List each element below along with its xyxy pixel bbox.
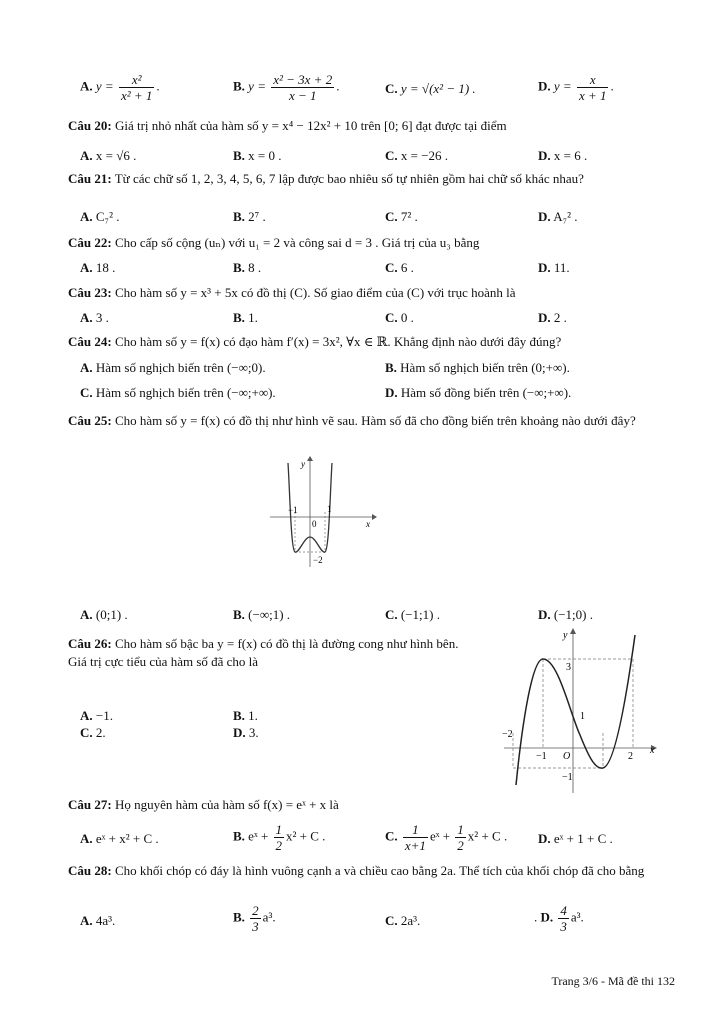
q22-option-b: B. 8 . [233,260,262,275]
q27-option-c: C. $\frac{1}{x+1}$ eˣ + $\frac{1}{2}$ x² + C . [385,822,508,853]
q24-option-c: C. Hàm số nghịch biến trên (−∞;+∞). [80,385,276,400]
q26-tick-3: 3 [566,662,571,673]
q27-option-b: B. eˣ + $\frac{1}{2}$ x² + C . [233,822,326,853]
q21-option-a: A. C₇² . [80,209,120,224]
q21-option-d: D. A₇² . [538,209,578,224]
q25-tick-1: 1 [327,504,332,514]
q21-option-b: B. 2⁷ . [233,209,266,224]
q26-tick-x-minus1: −1 [536,751,547,762]
q20-option-a: A. x = √6 . [80,148,137,163]
page-footer: Trang 3/6 - Mã đề thi 132 [551,974,675,988]
q20-option-c: C. x = −26 . [385,148,449,163]
question-24: Câu 24: Cho hàm số y = f(x) có đạo hàm f′(x) = 3x², ∀x ∈ ℝ. Khẳng định nào dưới đây đúng? [68,334,562,349]
q25-label-x: x [366,519,370,529]
q25-label-origin: 0 [312,519,317,529]
q25-option-a: A. (0;1) . [80,607,128,622]
q21-option-c: C. 7² . [385,209,418,224]
q22-option-a: A. 18 . [80,260,116,275]
q25-tick-minus2: −2 [313,555,323,565]
question-28: Câu 28: Cho khối chóp có đáy là hình vuông cạnh a và chiều cao bằng 2a. Thể tích của khối chóp đã cho bằng [68,863,645,878]
q26-option-a: A. −1. [80,708,113,723]
q25-y-arrow [307,456,313,461]
q26-option-c: C. 2. [80,725,106,740]
q23-option-d: D. 2 . [538,310,567,325]
question-21: Câu 21: Từ các chữ số 1, 2, 3, 4, 5, 6, 7 lập được bao nhiêu số tự nhiên gồm hai chữ số khác nhau? [68,171,584,186]
q19-option-c: C. y = √(x² − 1) . [385,81,476,96]
q28-option-c: C. 2a³. [385,913,421,928]
q22-option-d: D. 11. [538,260,570,275]
q24-option-a: A. Hàm số nghịch biến trên (−∞;0). [80,360,266,375]
q25-option-c: C. (−1;1) . [385,607,440,622]
question-22: Câu 22: Cho cấp số cộng (uₙ) với u₁ = 2 và công sai d = 3 . Giá trị của u₃ bằng [68,235,480,250]
q25-x-arrow [372,514,377,520]
q19-option-d: D. y = $\frac{x}{x + 1}$ . [538,72,614,103]
q19-option-a: A. y = $\frac{\text{x²}}{\text{x² + 1}}$ . [80,72,160,103]
q28-option-b: B. $\frac{2}{3}$ a³. [233,903,276,934]
q26-label-origin: O [563,751,571,762]
q26-option-d: D. 3. [233,725,259,740]
q26-y-arrow [570,628,576,634]
q19-option-b: B. y = $\frac{\text{x² − 3x + 2}}{x - 1}$ . [233,72,340,103]
q26-tick-1: 1 [580,711,585,722]
q23-option-b: B. 1. [233,310,258,325]
q20-option-d: D. x = 6 . [538,148,588,163]
q27-option-a: A. eˣ + x² + C . [80,831,159,846]
question-27: Câu 27: Họ nguyên hàm của hàm số f(x) = eˣ + x là [68,797,339,812]
question-25: Câu 25: Cho hàm số y = f(x) có đồ thị như hình vẽ sau. Hàm số đã cho đồng biến trên khoảng nào dưới đây? [68,413,636,428]
q26-option-b: B. 1. [233,708,258,723]
q24-option-d: D. Hàm số đồng biến trên (−∞;+∞). [385,385,572,400]
q26-label-x: x [650,745,655,756]
q26-tick-y-minus1: −1 [562,772,573,783]
q24-option-b: B. Hàm số nghịch biến trên (0;+∞). [385,360,570,375]
question-26: Câu 26: Cho hàm số bậc ba y = f(x) có đồ thị là đường cong như hình bên. [68,636,459,651]
q23-option-a: A. 3 . [80,310,109,325]
q25-label-y: y [301,459,305,469]
q25-option-b: B. (−∞;1) . [233,607,291,622]
q28-option-d: . D. $\frac{4}{3}$ a³. [534,903,584,934]
q26-tick-2: 2 [628,751,633,762]
q25-graph [268,455,378,570]
q26-label-y: y [563,630,568,641]
q28-option-a: A. 4a³. [80,913,116,928]
question-20: Câu 20: Giá trị nhỏ nhất của hàm số y = x⁴ − 12x² + 10 trên [0; 6] đạt được tại điểm [68,118,507,133]
q23-option-c: C. 0 . [385,310,414,325]
question-26-line2: Giá trị cực tiểu của hàm số đã cho là [68,654,259,669]
q27-option-d: D. eˣ + 1 + C . [538,831,613,846]
q25-tick-minus1: −1 [288,505,298,515]
q26-graph [500,625,665,795]
q26-tick-minus2: −2 [502,729,513,740]
q25-option-d: D. (−1;0) . [538,607,593,622]
q22-option-c: C. 6 . [385,260,414,275]
q26-curve [516,635,635,785]
q20-option-b: B. x = 0 . [233,148,282,163]
question-23: Câu 23: Cho hàm số y = x³ + 5x có đồ thị (C). Số giao điểm của (C) với trục hoành là [68,285,516,300]
